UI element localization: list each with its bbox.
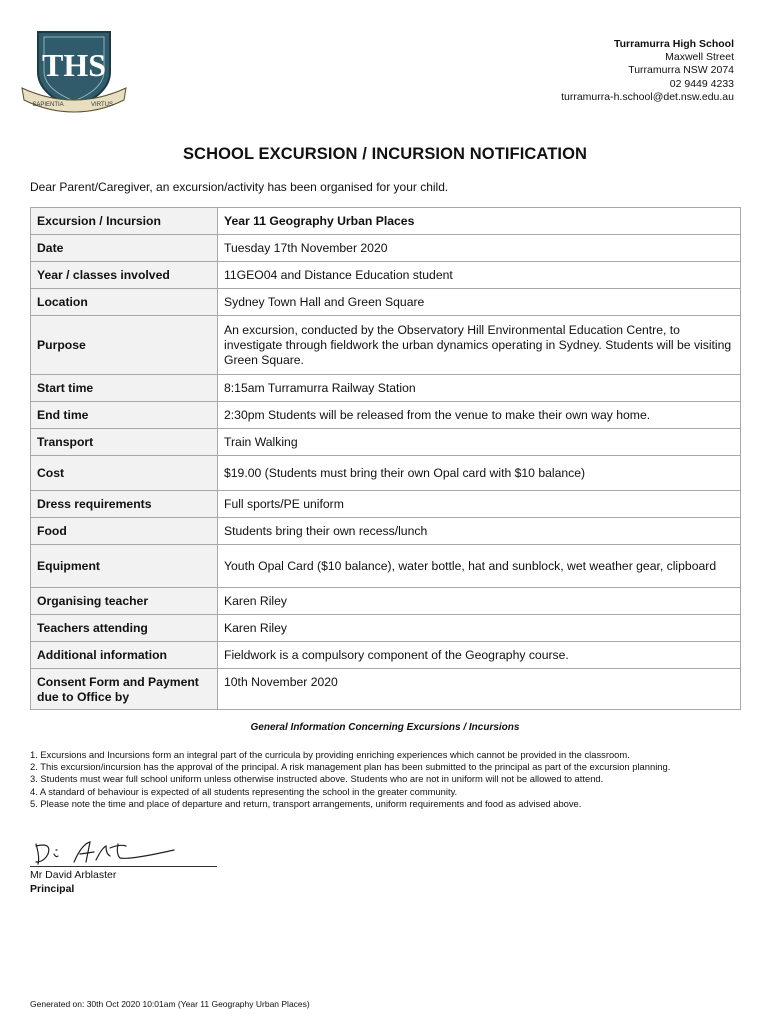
principal-name: Mr David Arblaster bbox=[30, 869, 117, 881]
school-street: Maxwell Street bbox=[665, 51, 734, 64]
row-value: 11GEO04 and Distance Education student bbox=[218, 262, 741, 289]
row-label: Start time bbox=[31, 375, 218, 402]
table-row bbox=[31, 262, 741, 289]
svg-text:SAPIENTIA: SAPIENTIA bbox=[32, 102, 64, 108]
list-item: 3. Students must wear full school uniform unless otherwise instructed above. Students who are not in uniform will not be allowed to attend. bbox=[30, 773, 604, 785]
table-row bbox=[31, 235, 741, 262]
principal-signature bbox=[30, 838, 180, 868]
list-item: 1. Excursions and Incursions form an integral part of the curricula by providing enriching experiences which cannot be provided in the classroom. bbox=[30, 749, 630, 760]
table-row bbox=[31, 402, 741, 429]
row-value: Youth Opal Card ($10 balance), water bottle, hat and sunblock, wet weather gear, clipboard bbox=[218, 545, 741, 588]
school-address-block bbox=[561, 38, 734, 104]
row-value: $19.00 (Students must bring their own Opal card with $10 balance) bbox=[218, 456, 741, 491]
signature-line bbox=[30, 866, 217, 867]
list-item: 4. A standard of behaviour is expected of all students representing the school in the greater community. bbox=[30, 785, 458, 797]
school-logo bbox=[18, 26, 130, 114]
row-value: Students bring their own recess/lunch bbox=[218, 518, 741, 545]
row-value: 2:30pm Students will be released from the venue to make their own way home. bbox=[218, 402, 741, 429]
table-row bbox=[31, 588, 741, 615]
table-row bbox=[31, 669, 741, 710]
school-suburb: Turramurra NSW 2074 bbox=[628, 64, 734, 77]
table-row bbox=[31, 615, 741, 642]
row-label: Organising teacher bbox=[31, 588, 218, 615]
row-label: Equipment bbox=[31, 545, 218, 588]
general-info-title: General Information Concerning Excursions / Incursions bbox=[250, 722, 520, 733]
row-label: Dress requirements bbox=[31, 491, 218, 518]
general-info-list bbox=[30, 749, 740, 810]
row-label: Date bbox=[31, 235, 218, 262]
row-value: Sydney Town Hall and Green Square bbox=[218, 289, 741, 316]
svg-text:VIRTUS: VIRTUS bbox=[91, 102, 113, 108]
row-value: Year 11 Geography Urban Places bbox=[218, 208, 741, 235]
generated-footer: Generated on: 30th Oct 2020 10:01am (Year 11 Geography Urban Places) bbox=[30, 999, 310, 1009]
page-title: SCHOOL EXCURSION / INCURSION NOTIFICATION bbox=[182, 145, 588, 163]
row-value: 10th November 2020 bbox=[218, 669, 741, 710]
school-email: turramurra-h.school@det.nsw.edu.au bbox=[561, 90, 734, 103]
row-value: An excursion, conducted by the Observatory Hill Environmental Education Centre, to investigate through fieldwork the urban dynamics operating in Sydney. Students will be visiting Green Square. bbox=[218, 316, 741, 375]
row-value: Fieldwork is a compulsory component of the Geography course. bbox=[218, 642, 741, 669]
table-row bbox=[31, 316, 741, 375]
table-row bbox=[31, 545, 741, 588]
row-value: 8:15am Turramurra Railway Station bbox=[218, 375, 741, 402]
row-value: Karen Riley bbox=[218, 615, 741, 642]
list-item: 2. This excursion/incursion has the approval of the principal. A risk management plan has been submitted to the principal as part of the excursion planning. bbox=[30, 761, 671, 773]
row-label: Cost bbox=[31, 456, 218, 491]
row-value: Full sports/PE uniform bbox=[218, 491, 741, 518]
row-label: End time bbox=[31, 402, 218, 429]
row-label: Excursion / Incursion bbox=[31, 208, 218, 235]
excursion-details-table bbox=[30, 207, 741, 710]
row-label: Consent Form and Payment due to Office by bbox=[31, 669, 218, 710]
table-row bbox=[31, 289, 741, 316]
row-label: Purpose bbox=[31, 316, 218, 375]
table-row bbox=[31, 642, 741, 669]
row-label: Teachers attending bbox=[31, 615, 218, 642]
row-value: Karen Riley bbox=[218, 588, 741, 615]
row-label: Year / classes involved bbox=[31, 262, 218, 289]
svg-text:THS: THS bbox=[41, 47, 107, 83]
table-row bbox=[31, 456, 741, 491]
list-item: 5. Please note the time and place of departure and return, transport arrangements, uniform requirements and food as advised above. bbox=[30, 797, 582, 809]
row-label: Location bbox=[31, 289, 218, 316]
school-name: Turramurra High School bbox=[614, 38, 734, 50]
table-row bbox=[31, 518, 741, 545]
school-phone: 02 9449 4233 bbox=[669, 77, 734, 90]
table-row bbox=[31, 491, 741, 518]
row-label: Food bbox=[31, 518, 218, 545]
row-value: Train Walking bbox=[218, 429, 741, 456]
row-value: Tuesday 17th November 2020 bbox=[218, 235, 741, 262]
principal-role: Principal bbox=[30, 883, 75, 895]
table-row bbox=[31, 429, 741, 456]
row-label: Additional information bbox=[31, 642, 218, 669]
row-label: Transport bbox=[31, 429, 218, 456]
table-row bbox=[31, 375, 741, 402]
table-row bbox=[31, 208, 741, 235]
intro-text: Dear Parent/Caregiver, an excursion/activity has been organised for your child. bbox=[30, 180, 449, 194]
